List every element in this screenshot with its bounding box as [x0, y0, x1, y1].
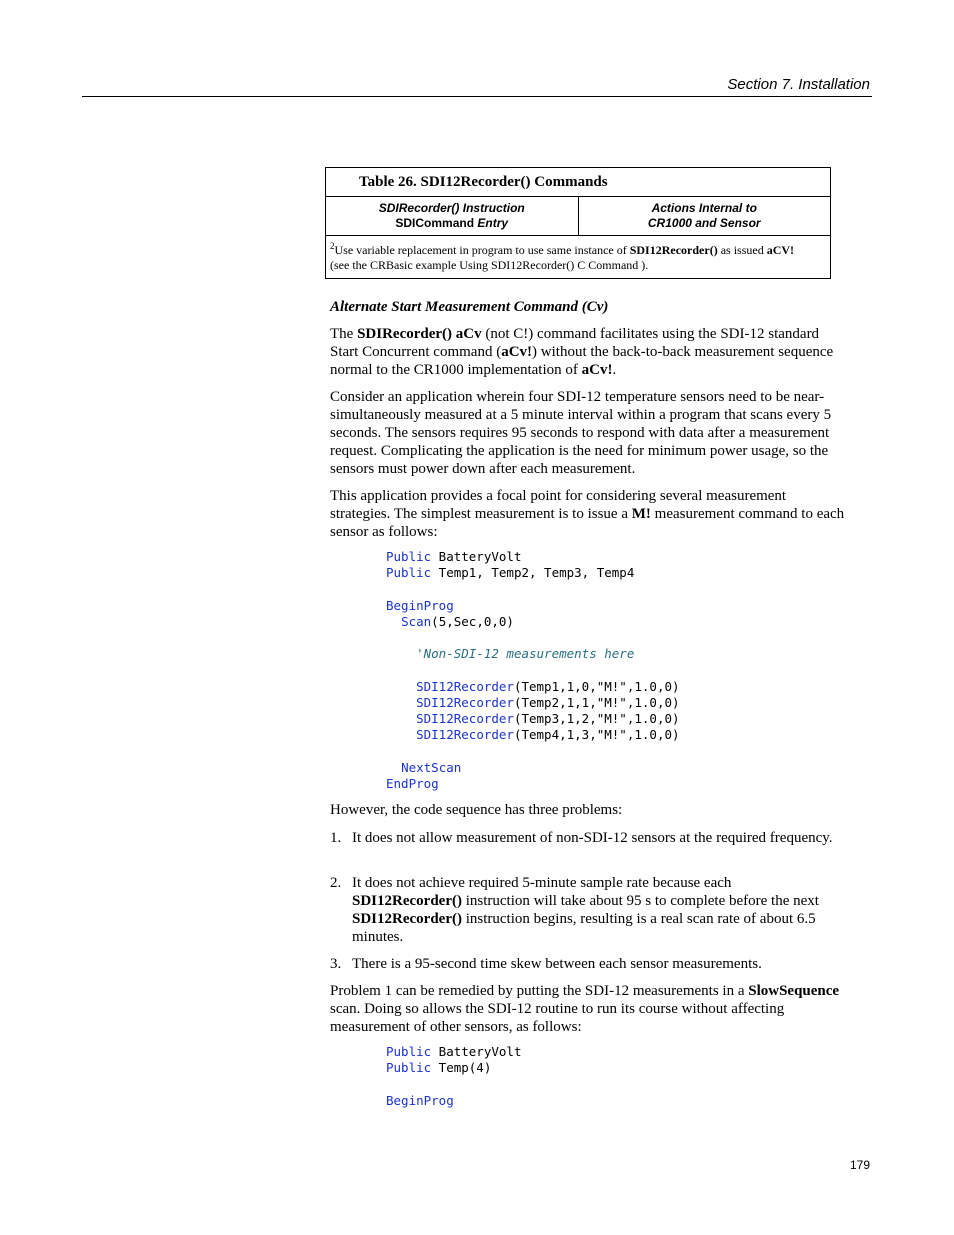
page-number: 179 [849, 1158, 870, 1172]
code-line: (Temp3,1,2,"M!",1.0,0) [513, 711, 680, 727]
list-item [330, 829, 845, 847]
li2-text-a: It does not achieve required 5-minute sample rate because each [352, 875, 732, 891]
code-line: (Temp1,1,0,"M!",1.0,0) [513, 678, 680, 694]
p3-command: M! [631, 506, 651, 522]
kw-sdi12recorder: SDI12Recorder [416, 711, 514, 727]
commands-table [325, 167, 831, 279]
code-line: BatteryVolt [431, 549, 522, 564]
paragraph-strategies [330, 487, 850, 541]
list-number: 1. [330, 830, 342, 846]
code-example-1 [386, 549, 680, 792]
p1-text-g: . [612, 362, 617, 378]
code-line: (5,Sec,0,0) [431, 613, 514, 629]
kw-public: Public [386, 549, 432, 564]
code-line: (Temp4,1,3,"M!",1.0,0) [513, 727, 680, 743]
paragraph-problems: However, the code sequence has three problems: [330, 802, 623, 818]
kw-public: Public [386, 565, 432, 581]
header-actions-line1: Actions Internal to [651, 201, 757, 215]
list-number: 3. [330, 956, 342, 972]
code-comment: 'Non-SDI-12 measurements here [416, 646, 635, 662]
list-item [330, 874, 845, 946]
footnote-reference: (see the CRBasic example Using SDI12Recorder() C Command ). [330, 258, 649, 272]
table-header-instruction [326, 197, 579, 235]
p1-instruction: SDIRecorder() aCv [357, 326, 482, 342]
kw-nextscan: NextScan [401, 759, 462, 775]
header-actions-line2: CR1000 and Sensor [647, 216, 761, 230]
li2-instruction-1: SDI12Recorder() [352, 893, 462, 909]
header-entry: Entry [474, 216, 509, 230]
footnote-marker: 2 [330, 241, 335, 251]
li2-text-c: instruction will take about 95 s to complete before the next [461, 893, 819, 909]
p1-text-e: ) without the back-to-back measurement sequence normal to the CR1000 implementation of [330, 344, 834, 378]
section-heading: Alternate Start Measurement Command (Cv) [330, 299, 609, 315]
table-title: Table 26. SDI12Recorder() Commands [326, 168, 830, 197]
p5-slowsequence: SlowSequence [748, 983, 840, 999]
list-text: There is a 95-second time skew between each sensor measurements. [352, 956, 762, 972]
list-item [330, 955, 845, 973]
table-footnote [326, 236, 830, 278]
footnote-text-2: as issued [717, 243, 767, 257]
code-example-2 [386, 1044, 521, 1109]
p1-text-c: (not C!) command facilitates using the SDI-12 standard Start Concurrent command ( [330, 326, 820, 360]
li2-text-e: instruction begins, resulting is a real scan rate of about 6.5 minutes. [352, 911, 816, 945]
kw-endprog: EndProg [386, 775, 439, 791]
code-line: BatteryVolt [431, 1044, 522, 1059]
list-number: 2. [330, 875, 342, 891]
p1-command-1: aCv! [501, 344, 533, 360]
footnote-text: Use variable replacement in program to use same instance of [334, 243, 630, 257]
kw-sdi12recorder: SDI12Recorder [416, 694, 514, 710]
kw-public: Public [386, 1060, 432, 1076]
running-header: Section 7. Installation [727, 76, 870, 93]
p5-text-a: Problem 1 can be remedied by putting the SDI-12 measurements in a [330, 983, 749, 999]
p5-text-c: scan. Doing so allows the SDI-12 routine to run its course without affecting measurement of other sensors, as follows: [330, 1001, 785, 1035]
p1-command-2: aCv! [581, 362, 613, 378]
kw-sdi12recorder: SDI12Recorder [416, 678, 514, 694]
paragraph-intro [330, 325, 850, 379]
paragraph-remedy [330, 982, 850, 1036]
kw-sdi12recorder: SDI12Recorder [416, 727, 514, 743]
header-rule [82, 96, 872, 97]
list-text: It does not allow measurement of non-SDI-12 sensors at the required frequency. [352, 830, 833, 846]
table-header-row [326, 197, 830, 236]
footnote-command: aCV! [766, 243, 795, 257]
header-instruction-line1: SDIRecorder() Instruction [378, 201, 525, 215]
kw-scan: Scan [401, 613, 432, 629]
code-line: (Temp2,1,1,"M!",1.0,0) [513, 694, 680, 710]
footnote-instruction: SDI12Recorder() [629, 243, 718, 257]
code-line: Temp(4) [431, 1060, 492, 1076]
code-line: Temp1, Temp2, Temp3, Temp4 [431, 565, 635, 581]
kw-public: Public [386, 1044, 432, 1059]
p3-text-a: This application provides a focal point for considering several measurement strategies. The simplest measurement is to issue a [330, 488, 787, 522]
kw-beginprog: BeginProg [386, 597, 454, 613]
p1-text-a: The [330, 326, 358, 342]
table-header-actions [579, 197, 831, 235]
list-text [352, 874, 845, 946]
p3-text-c: measurement command to each sensor as follows: [330, 506, 845, 540]
header-sdicommand: SDICommand [395, 216, 475, 230]
li2-instruction-2: SDI12Recorder() [352, 911, 462, 927]
paragraph-application: Consider an application wherein four SDI-12 temperature sensors need to be near-simultaneously measured at a 5 minute interval within a program that scans every 5 seconds. The sensors requires 95 seconds to respond with data after a measurement request. Complicating the application is the need for minimum power usage, so the sensors must power down after each measurement. [330, 389, 832, 477]
kw-beginprog: BeginProg [386, 1092, 454, 1108]
